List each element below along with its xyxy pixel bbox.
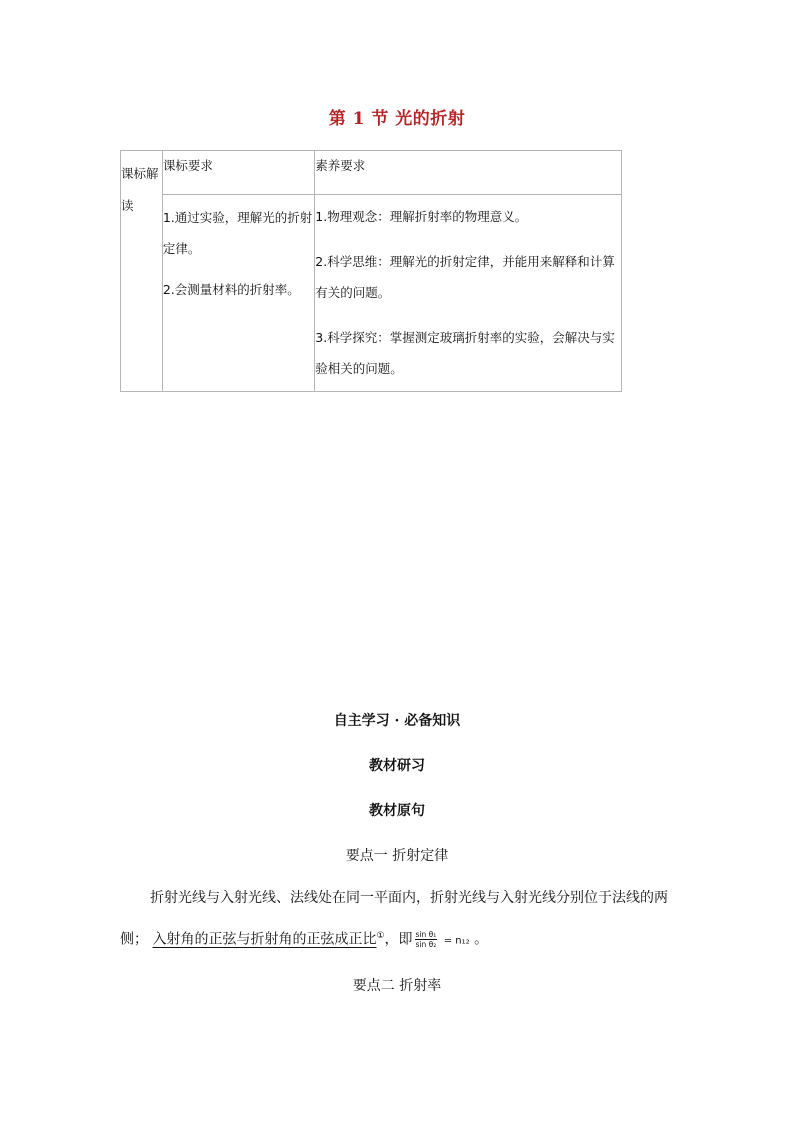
page-title: 第 1 节 光的折射 [328,109,466,129]
sine-ratio-fraction: $\frac{\text{sin θ₁}}{\text{sin θ₂}}$ [415,930,437,950]
point-heading: 要点二 折射率 [352,978,442,994]
point-heading: 要点一 折射定律 [345,848,449,864]
section-heading: 自主学习 · 必备知识 [333,713,461,729]
literacy-item: 1.物理观念：理解折射率的物理意义。 [315,209,528,224]
paragraph-text: 折射光线与入射光线、法线处在同一平面内，折射光线与入射光线分别位于法线的两侧； [120,890,668,948]
literacy-item: 2.科学思维：理解光的折射定律，并能用来解释和计算有关的问题。 [315,254,615,300]
equation-rhs: = n₁₂ [443,935,470,947]
paragraph-text: ，即 [384,931,413,948]
requirement-item: 2.会测量材料的折射率。 [162,282,300,297]
column-header-requirements: 课标要求 [162,151,314,195]
footnote-mark: ① [376,931,385,941]
requirements-cell [162,195,314,392]
refraction-law-paragraph [120,879,675,961]
underlined-key-sentence: 入射角的正弦与折射角的正弦成正比 [152,931,377,948]
curriculum-table [120,150,622,392]
literacy-item: 3.科学探究：掌握测定玻璃折射率的实验，会解决与实验相关的问题。 [315,330,615,376]
table-row-header: 课标解读 [121,151,163,392]
paragraph-text: 。 [474,931,489,948]
requirement-item: 1.通过实验，理解光的折射定律。 [162,210,313,256]
column-header-literacy: 素养要求 [315,151,622,195]
subsection-heading: 教材研习 [369,758,425,774]
subsection-heading: 教材原句 [369,803,425,819]
literacy-cell [315,195,622,392]
